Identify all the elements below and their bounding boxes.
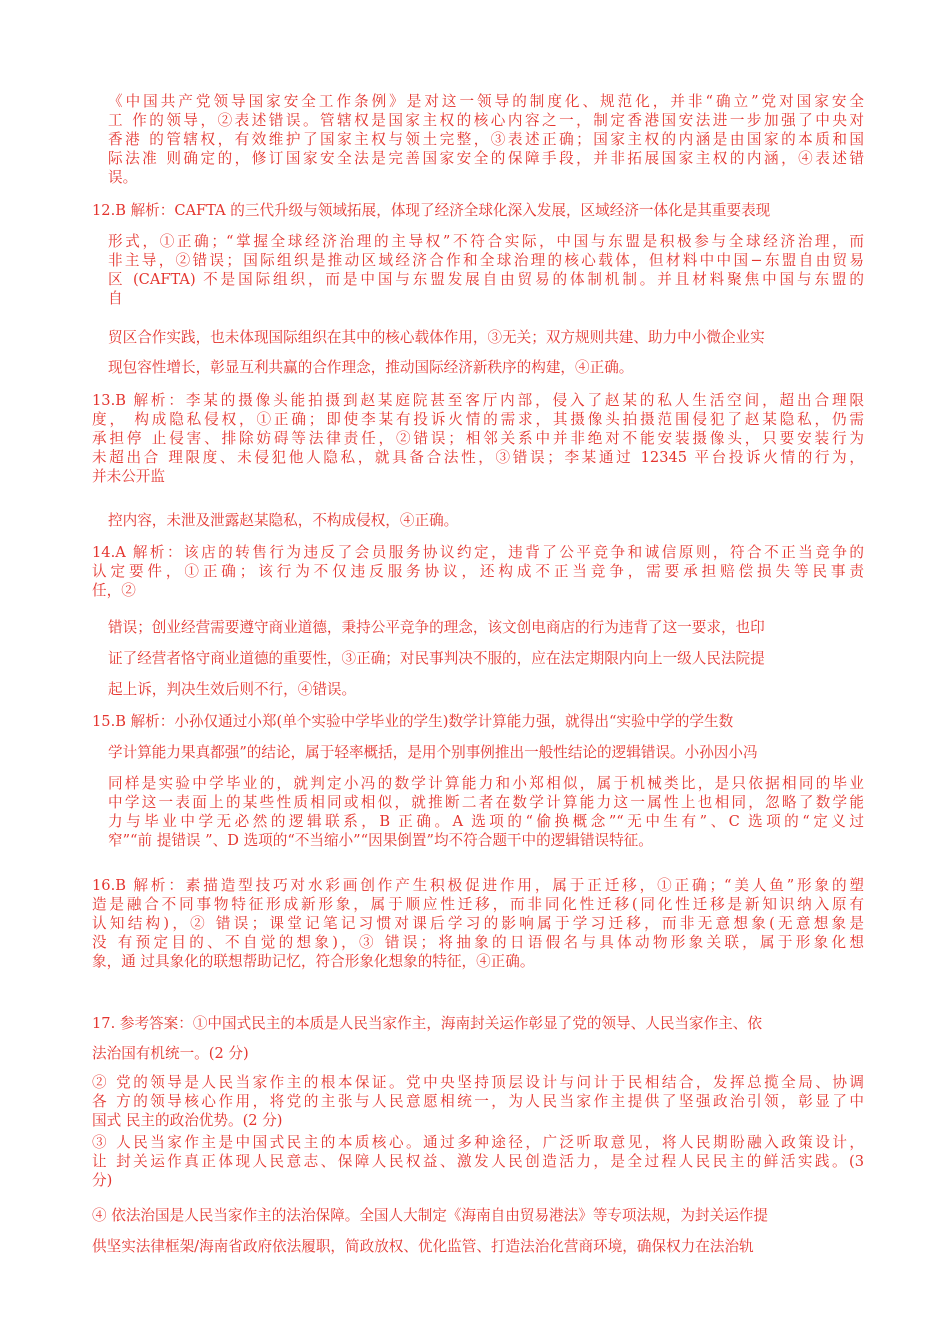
text-line: 国式 民主的政治优势。(2 分) (92, 1112, 283, 1129)
answer-17-point-2 (92, 1073, 864, 1130)
answer-17-point-3 (92, 1133, 864, 1190)
answer-14-body-4 (108, 679, 864, 701)
text-line: 控内容，未泄及泄露赵某隐私，不构成侵权，④正确。 (108, 512, 459, 529)
text-line: 没 有预定目的、不自觉的想象)，③ 错误；将抽象的日语假名与具体动物形象关联，属于形象化想 (92, 934, 864, 951)
text-line: 证了经营者恪守商业道德的重要性，③正确；对民事判决不服的，应在法定期限内向上一级人民法院提 (108, 650, 765, 667)
answer-17-point-4 (92, 1205, 864, 1227)
text-line: 形式，①正确；“掌握全球经济治理的主导权”不符合实际，中国与东盟是积极参与全球经济治理，而 (108, 233, 864, 250)
text-line: 工 作的领导，②表述错误。管辖权是国家主权的核心内容之一，制定香港国安法进一步加强了中央对 (108, 112, 864, 129)
text-line: 非主导，②错误；国际组织是推动区域经济合作和全球治理的核心载体，但材料中中国−东盟自由贸易 (108, 252, 864, 269)
answer-14-body-2 (108, 617, 864, 639)
answer-15-head (92, 711, 864, 733)
answer-15-body-2 (108, 774, 864, 850)
text-line: ② 党的领导是人民当家作主的根本保证。党中央坚持顶层设计与问计于民相结合，发挥总揽全局、协调 (92, 1074, 864, 1091)
answer-17-score-1 (92, 1043, 864, 1065)
text-line: 供坚实法律框架/海南省政府依法履职，简政放权、优化监管、打造法治化营商环境，确保权力在法治轨 (92, 1238, 754, 1255)
answer-16 (92, 876, 864, 971)
answer-12-head (92, 200, 864, 222)
text-line: 分) (92, 1172, 113, 1189)
answer-13-end (108, 510, 864, 532)
answer-17-point-4-cont (92, 1236, 864, 1258)
text-line: 认定要件，①正确；该行为不仅违反服务协议，还构成不正当竞争，需要承担赔偿损失等民事责 (92, 563, 864, 580)
text-line: 香港 的管辖权，有效维护了国家主权与领土完整，③表述正确；国家主权的内涵是由国家的本质和国 (108, 131, 864, 148)
text-line: 《中国共产党领导国家安全工作条例》是对这一领导的制度化、规范化，并非“确立”党对国家安全 (108, 93, 864, 110)
text-line: 起上诉，判决生效后则不行，④错误。 (108, 681, 357, 698)
text-line: 14.A 解析：该店的转售行为违反了会员服务协议约定，违背了公平竞争和诚信原则，符合不正当竞争的 (92, 544, 864, 561)
answer-17-head (92, 1013, 864, 1035)
text-line: 13.B 解析：李某的摄像头能拍摄到赵某庭院甚至客厅内部，侵入了赵某的私人生活空间，超出合理限 (92, 392, 864, 409)
text-line: 未超出合 理限度、未侵犯他人隐私，就具备合法性，③错误；李某通过 12345 平台投诉火情的行为， (92, 449, 864, 466)
text-line: 让 封关运作真正体现人民意志、保障人民权益、激发人民创造活力，是全过程人民民主的鲜活实践。(3 (92, 1153, 864, 1170)
text-line: 自 (108, 290, 123, 307)
text-line: 各 方的领导核心作用，将党的主张与人民意愿相统一，为人民当家作主提供了坚强政治引领，彰显了中 (92, 1093, 864, 1110)
answer-12-body-3 (108, 357, 864, 379)
text-line: 承担停 止侵害、排除妨碍等法律责任，②错误；相邻关系中并非绝对不能安装摄像头，只要安装行为 (92, 430, 864, 447)
text-line: 认知结构)，② 错误；课堂记笔记习惯对课后学习的影响属于学习迁移，而非无意想象(无意想象是 (92, 915, 864, 932)
text-line: 象，通 过具象化的联想帮助记忆，符合形象化想象的特征，④正确。 (92, 953, 535, 970)
text-line: 学计算能力果真都强”的结论，属于轻率概括，是用个别事例推出一般性结论的逻辑错误。小孙因小冯 (108, 744, 758, 761)
text-line: 造是融合不同事物特征形成新形象，属于顺应性迁移，而非同化性迁移(同化性迁移是新知识纳入原有 (92, 896, 864, 913)
answer-14-body-3 (108, 648, 864, 670)
answer-11-continuation (108, 92, 864, 187)
text-line: 区 (CAFTA) 不是国际组织，而是中国与东盟发展自由贸易的体制机制。并且材料聚焦中国与东盟的 (108, 271, 864, 288)
text-line: 17. 参考答案：①中国式民主的本质是人民当家作主，海南封关运作彰显了党的领导、人民当家作主、依 (92, 1015, 762, 1032)
answer-14 (92, 543, 864, 600)
text-line: 并未公开监 (92, 468, 165, 485)
text-line: ③ 人民当家作主是中国式民主的本质核心。通过多种途径，广泛听取意见，将人民期盼融入政策设计， (92, 1134, 864, 1151)
text-line: ④ 依法治国是人民当家作主的法治保障。全国人大制定《海南自由贸易港法》等专项法规，为封关运作提 (92, 1207, 768, 1224)
text-line: 现包容性增长，彰显互利共赢的合作理念，推动国际经济新秩序的构建，④正确。 (108, 359, 634, 376)
text-line: 贸区合作实践，也未体现国际组织在其中的核心载体作用，③无关；双方规则共建、助力中小微企业实 (108, 329, 765, 346)
text-line: 12.B 解析：CAFTA 的三代升级与领域拓展，体现了经济全球化深入发展，区域经济一体化是其重要表现 (92, 202, 771, 219)
text-line: 错误；创业经营需要遵守商业道德，秉持公平竞争的理念，该文创电商店的行为违背了这一要求，也印 (108, 619, 765, 636)
answer-15-body (108, 742, 864, 764)
text-line: 力与毕业中学无必然的逻辑联系，B 正确。A 选项的“偷换概念”“无中生有”、C 选项的“定义过 (108, 813, 864, 830)
text-line: 中学这一表面上的某些性质相同或相似，就推断二者在数学计算能力这一属性上也相同，忽略了数学能 (108, 794, 864, 811)
text-line: 同样是实验中学毕业的，就判定小冯的数学计算能力和小郑相似，属于机械类比，是只依据相同的毕业 (108, 775, 864, 792)
answer-13 (92, 391, 864, 486)
text-line: 15.B 解析：小孙仅通过小郑(单个实验中学毕业的学生)数学计算能力强，就得出“实验中学的学生数 (92, 713, 734, 730)
text-line: 误。 (108, 169, 138, 186)
text-line: 度， 构成隐私侵权，①正确；即使李某有投诉火情的需求，其摄像头拍摄范围侵犯了赵某隐私，仍需 (92, 411, 864, 428)
answer-12-body-2 (108, 327, 864, 349)
text-line: 窄”“前 提错误 ”、D 选项的“不当缩小”“因果倒置”均不符合题干中的逻辑错误特征。 (108, 832, 653, 849)
text-line: 际法准 则确定的，修订国家安全法是完善国家安全的保障手段，并非拓展国家主权的内涵，④表述错 (108, 150, 864, 167)
text-line: 法治国有机统一。(2 分) (92, 1045, 249, 1062)
text-line: 16.B 解析：素描造型技巧对水彩画创作产生积极促进作用，属于正迁移，①正确；“美人鱼”形象的塑 (92, 877, 864, 894)
answer-12-body (108, 232, 864, 308)
text-line: 任，② (92, 582, 136, 599)
